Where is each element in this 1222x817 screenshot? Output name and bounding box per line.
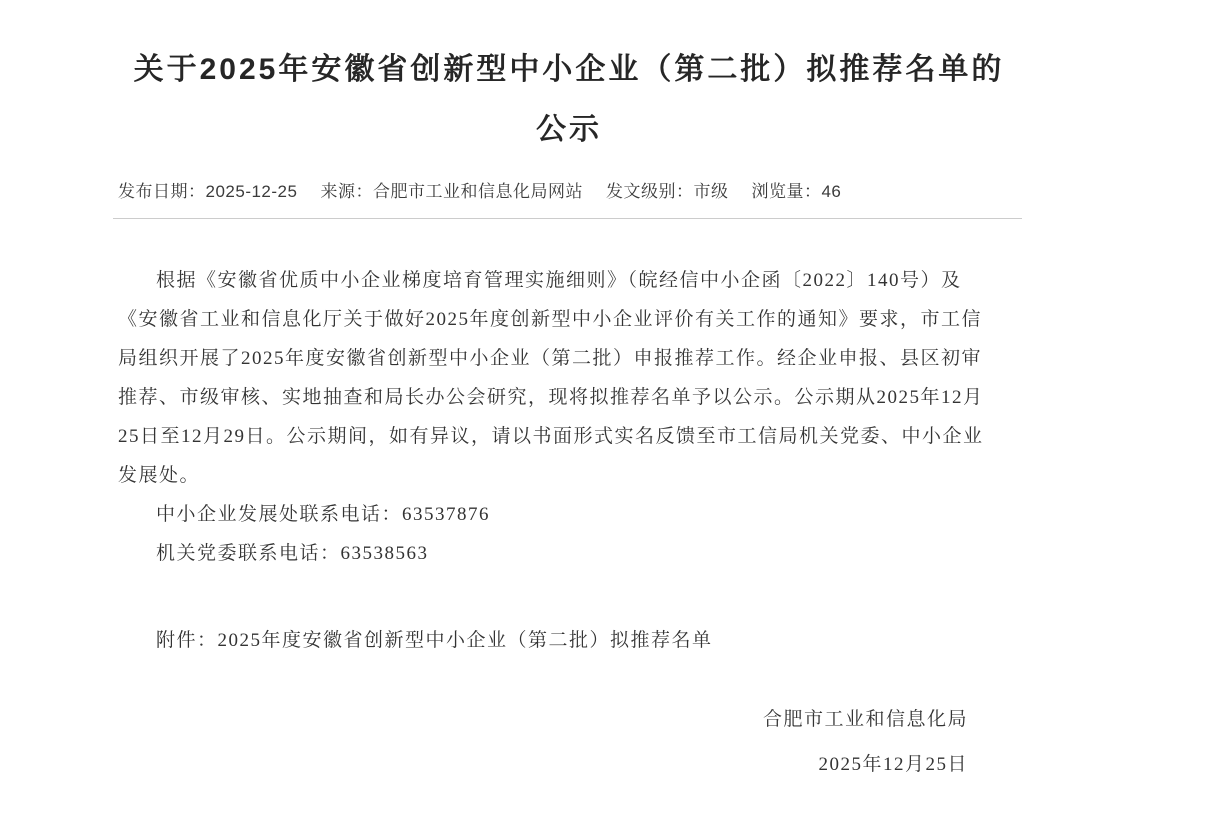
- meta-publish-date-label: 发布日期：: [118, 182, 206, 201]
- contact-phone-line-sme-division: 中小企业发展处联系电话：63537876: [156, 504, 491, 525]
- meta-doc-level-value: 市级: [693, 182, 729, 201]
- body-paragraph-line: 局组织开展了2025年度安徽省创新型中小企业（第二批）申报推荐工作。经企业申报、县区初审: [118, 348, 983, 369]
- meta-views-label: 浏览量：: [751, 182, 822, 201]
- body-paragraph-line: 《安徽省工业和信息化厅关于做好2025年度创新型中小企业评价有关工作的通知》要求，市工信: [118, 309, 983, 330]
- attachment-line: 附件：2025年度安徽省创新型中小企业（第二批）拟推荐名单: [156, 630, 713, 651]
- article-title-line-1: 关于2025年安徽省创新型中小企业（第二批）拟推荐名单的: [133, 53, 1005, 86]
- meta-publish-date: [118, 180, 297, 204]
- meta-publish-date-value: 2025-12-25: [205, 182, 298, 201]
- body-paragraph-line: 25日至12月29日。公示期间，如有异议，请以书面形式实名反馈至市工信局机关党委、中小企业: [118, 426, 984, 447]
- meta-source-value: 合肥市工业和信息化局网站: [372, 182, 583, 201]
- meta-source: [320, 180, 583, 204]
- contact-phone-line-party-committee: 机关党委联系电话：63538563: [156, 543, 429, 564]
- signature-block: [118, 700, 1020, 784]
- meta-divider: [113, 218, 1022, 219]
- meta-views-value: 46: [821, 182, 842, 201]
- body-paragraph-line: 发展处。: [118, 465, 201, 486]
- meta-views: [751, 180, 841, 204]
- signature-date: 2025年12月25日: [818, 754, 968, 775]
- meta-doc-level-label: 发文级别：: [605, 182, 694, 201]
- meta-source-label: 来源：: [320, 182, 373, 201]
- article-body: [118, 261, 1020, 784]
- body-paragraph-line: 推荐、市级审核、实地抽查和局长办公会研究，现将拟推荐名单予以公示。公示期从2025年12月: [118, 387, 984, 408]
- body-paragraph-line: 根据《安徽省优质中小企业梯度培育管理实施细则》（皖经信中小企函〔2022〕140号）及: [156, 270, 962, 291]
- meta-doc-level: [606, 180, 729, 204]
- signature-org: 合肥市工业和信息化局: [762, 709, 968, 730]
- article-title: [118, 0, 1020, 160]
- article-title-line-2: 公示: [536, 113, 602, 146]
- article-container: [118, 0, 1020, 784]
- article-meta: [118, 180, 1020, 204]
